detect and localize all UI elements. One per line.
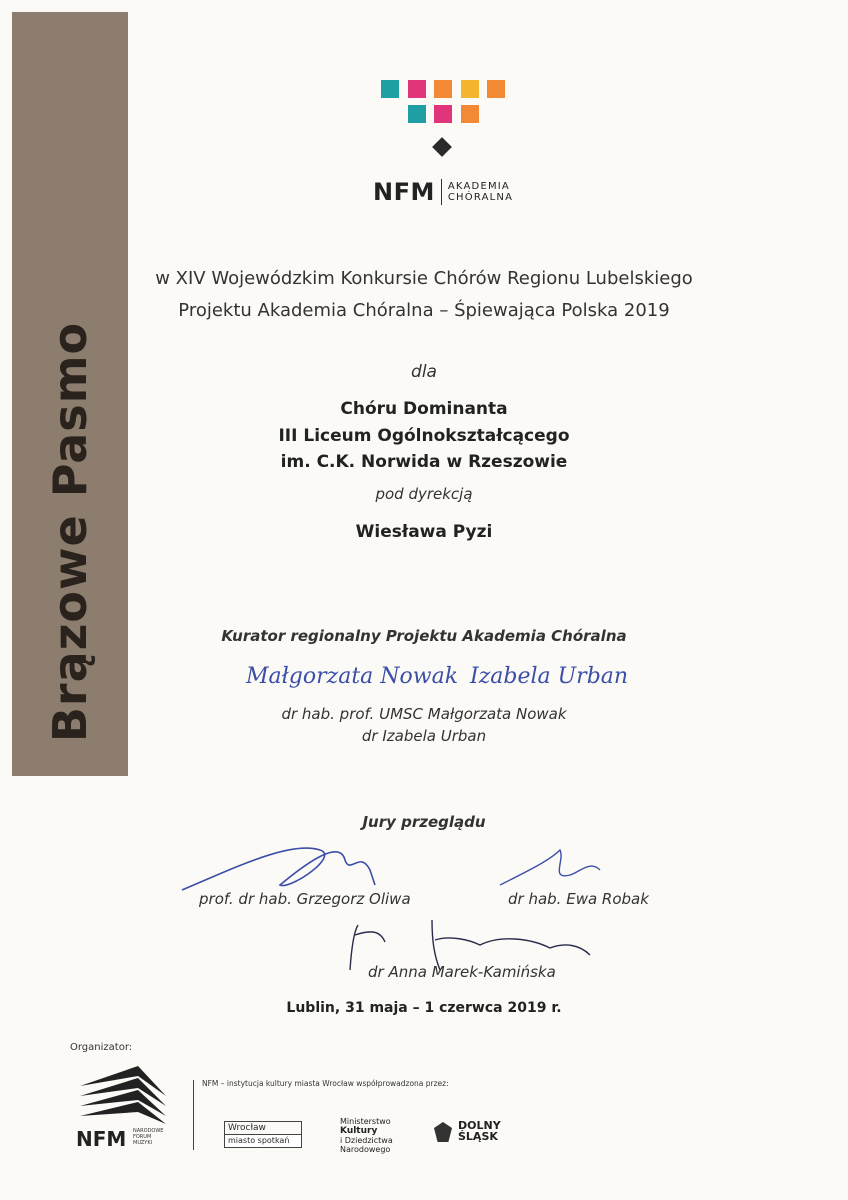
ministry-line-1: Ministerstwo xyxy=(340,1117,391,1126)
nfm-sub-1: NARODOWE xyxy=(133,1128,164,1134)
intro-line-2: Projektu Akademia Chóralna – Śpiewająca Polska 2019 xyxy=(178,300,670,321)
band-title: Brązowe Pasmo xyxy=(43,321,97,743)
nfm-sub-3: MUZYKI xyxy=(133,1140,153,1146)
intro-line-1: w XIV Wojewódzkim Konkursie Chórów Regionu Lubelskiego xyxy=(155,268,693,289)
logo-square xyxy=(434,80,452,98)
logo-square xyxy=(408,105,426,123)
dla-label: dla xyxy=(411,362,437,382)
director-name: Wiesława Pyzi xyxy=(355,522,493,542)
ministry-line-2: Kultury xyxy=(340,1126,378,1136)
side-band xyxy=(12,12,128,776)
jury-member-3: dr Anna Marek-Kamińska xyxy=(368,963,556,981)
logo-square xyxy=(408,80,426,98)
jury-member-2: dr hab. Ewa Robak xyxy=(508,890,649,908)
curator-title: Kurator regionalny Projektu Akademia Chóralna xyxy=(221,627,627,645)
ds-line-2: ŚLĄSK xyxy=(458,1130,498,1143)
ds-line-1: DOLNY xyxy=(458,1119,501,1132)
choir-name: Chóru Dominanta xyxy=(340,399,508,419)
jury-member-1: prof. dr hab. Grzegorz Oliwa xyxy=(199,890,411,908)
logo-subtitle xyxy=(448,181,513,203)
wroclaw-line-1: Wrocław xyxy=(228,1123,266,1133)
wroclaw-logo xyxy=(224,1121,302,1148)
curator-name-1: dr hab. prof. UMSC Małgorzata Nowak xyxy=(281,705,567,723)
logo-diamond-icon xyxy=(432,137,452,157)
logo-square xyxy=(487,80,505,98)
footer-divider xyxy=(193,1080,194,1150)
nfm-akademia-logo xyxy=(373,178,513,206)
jury-title: Jury przeglądu xyxy=(362,813,486,831)
dolny-slask-logo xyxy=(458,1120,501,1142)
curator-signature-1: Małgorzata Nowak xyxy=(246,664,459,689)
nfm-sub-2: FORUM xyxy=(133,1134,152,1140)
curator-signature-2: Izabela Urban xyxy=(470,664,629,689)
logo-square xyxy=(461,105,479,123)
ministry-logo xyxy=(340,1117,393,1154)
logo-square xyxy=(461,80,479,98)
school-name: III Liceum Ogólnokształcącego xyxy=(278,426,570,446)
nfm-wave-logo-icon xyxy=(78,1066,168,1124)
footer-nfm-subtitle xyxy=(133,1128,163,1146)
logo-sub-line2: CHÓRALNA xyxy=(447,192,514,203)
footer-nfm-brand: NFM xyxy=(76,1127,127,1151)
dolny-slask-eagle-icon xyxy=(434,1122,452,1142)
school-name-2: im. C.K. Norwida w Rzeszowie xyxy=(280,452,568,472)
wroclaw-line-2: miasto spotkań xyxy=(225,1134,301,1147)
ministry-line-3: i Dziedzictwa xyxy=(340,1136,393,1145)
direction-label: pod dyrekcją xyxy=(375,485,473,503)
logo-square xyxy=(434,105,452,123)
logo-square xyxy=(381,80,399,98)
logo-divider xyxy=(441,179,442,205)
ministry-line-4: Narodowego xyxy=(340,1145,391,1154)
curator-name-2: dr Izabela Urban xyxy=(361,727,487,745)
footer-note: NFM – instytucja kultury miasta Wrocław współprowadzona przez: xyxy=(202,1079,449,1088)
organizer-label: Organizator: xyxy=(70,1042,133,1053)
logo-sub-line1: AKADEMIA xyxy=(447,181,510,192)
place-date: Lublin, 31 maja – 1 czerwca 2019 r. xyxy=(286,1000,562,1016)
logo-brand: NFM xyxy=(373,178,435,206)
